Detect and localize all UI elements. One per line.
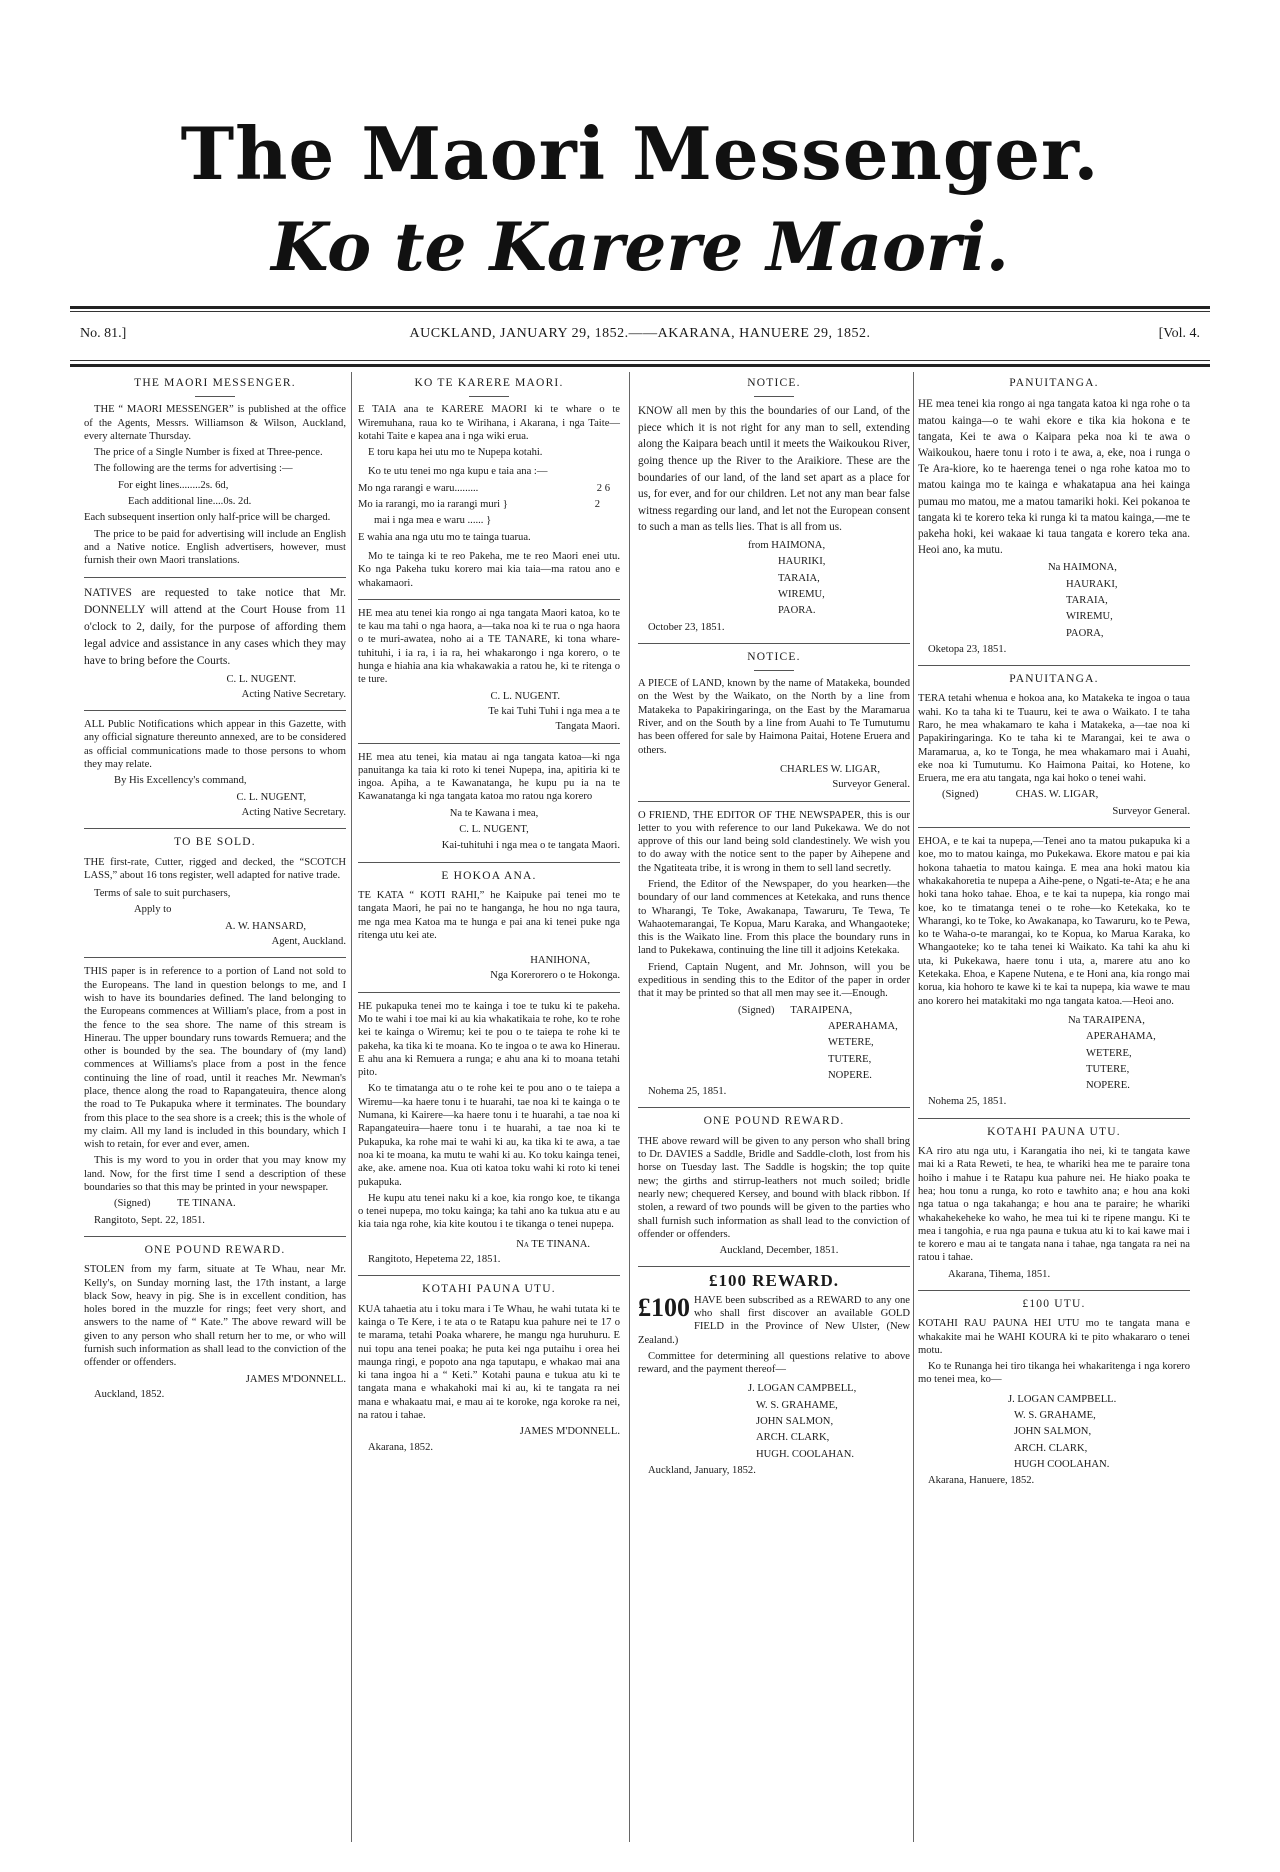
column-divider-3	[913, 372, 914, 1842]
committee-member: J. LOGAN CAMPBELL,	[748, 1383, 857, 1395]
notice-date: Nohema 25, 1851.	[648, 1086, 727, 1098]
heading-kotahi-pauna-utu: KOTAHI PAUNA UTU.	[987, 1125, 1121, 1138]
masthead-subtitle: Ko te Karere Maori.	[271, 208, 1009, 286]
signatory: TARAIA,	[778, 572, 820, 584]
rate-label: Mo nga rarangi e waru.........	[358, 482, 479, 494]
notice-signed	[84, 1197, 346, 1210]
signatory: PAORA.	[778, 605, 816, 617]
divider	[638, 1107, 910, 1108]
committee-member: ARCH. CLARK,	[756, 1432, 830, 1444]
committee-member: HUGH. COOLAHAN.	[756, 1448, 854, 1460]
issue-date: AUCKLAND, JANUARY 29, 1852.——AKARANA, HANUERE 29, 1852.	[409, 326, 871, 341]
notice-signature-title: Kai-tuhituhi i nga mea o te tangata Maori.	[441, 840, 620, 852]
masthead-rule-top	[70, 306, 1210, 309]
notice-date: Akarana, Tihema, 1851.	[948, 1268, 1051, 1280]
na-label: Na	[1068, 1014, 1081, 1026]
notice-signed	[638, 1004, 910, 1017]
notice-signature-title: Te kai Tuhi Tuhi i nga mea a te	[488, 705, 620, 717]
notice-date: October 23, 1851.	[648, 621, 725, 633]
signatory: HAURIKI,	[778, 556, 826, 568]
dateline-rule-thick	[70, 364, 1210, 367]
divider	[358, 599, 620, 600]
sale-terms: Terms of sale to suit purchasers,	[94, 888, 231, 900]
heading-kotahi-pauna-utu: KOTAHI PAUNA UTU.	[422, 1283, 556, 1296]
signatory: NOPERE.	[1086, 1080, 1130, 1092]
public-notifications-notice-maori: HE mea atu tenei, kia matau ai nga tangata katoa—ki nga panuitanga ka taia ki roto ki tenei Nupepa, ina, apitiria ki te ingoa. Apiha, a te Kawanatanga, he kupu pu ia na te Kawanatanga ki nga tangata katoa mo ratou nga korero	[358, 751, 620, 803]
cutter-sale-notice-maori: TE KATA “ KOTI RAHI,” he Kaipuke pai tenei mo te tangata Maori, he pai no te hanganga, he hou no nga taura, me nga mea Katoa ma te hunga e pai ana ki tenei puke nga ritenga utu kei ate.	[358, 889, 620, 941]
committee-member: J. LOGAN CAMPBELL.	[1008, 1393, 1117, 1405]
notice-na	[918, 561, 1190, 574]
rate-line-2: Each additional line....0s. 2d.	[128, 496, 252, 508]
translation-notice-maori: Mo te tainga ki te reo Pakeha, me te reo Maori enei utu. Ko nga Pakeha tuku korero mai kia taia—ma ratou ano e whakamaori.	[358, 550, 620, 589]
divider	[358, 992, 620, 993]
committee-notice: Committee for determining all questions relative to above reward, and the payment thereof—	[638, 1350, 910, 1376]
heading-notice: NOTICE.	[747, 377, 801, 389]
saddle-reward-notice: THE above reward will be given to any person who shall bring to Dr. DAVIES a Saddle, Bridle and Saddle-cloth, lost from his horse on Tuesday last. The Saddle is hogskin; the top quite new; the girths and stirrup-leathers not much soiled; bridle nearly new; chequered Kersey, and bound with black ribbon. If stolen, a reward of two pounds will be given to the parties who shall furnish such information as shall lead to the conviction of offender or offenders.	[638, 1135, 910, 1240]
heading-to-be-sold: TO BE SOLD.	[174, 836, 256, 849]
divider	[918, 665, 1190, 666]
rate-line-1: For eight lines........2s. 6d,	[118, 479, 229, 491]
divider	[84, 828, 346, 829]
notice-signature: TE TINANA.	[176, 1198, 236, 1210]
heading-ko-te-karere-maori: KO TE KARERE MAORI.	[414, 377, 564, 389]
heading-100-reward: £100 REWARD.	[708, 1271, 840, 1291]
signatory: HAIMONA,	[1063, 562, 1117, 574]
stolen-sow-notice-maori: KUA tahaetia atu i toku mara i Te Whau, he wahi tutata ki te kainga o Te Kere, i te ata o te Ratapu kua pahure nei te 17 o te marama, tetahi Poaka wharere, he mangu nga huruhuru. E nui topu ana tenei poaka; he puta kei nga putaihu i orea hei maunga ringi, e popoto ana nga taputapu, e whakao mai ana ki tana ingoa hi a “ Keti.” Kotahi pauna e tukua atu ki te tangata mana e whakahoki mai ki au, ki te tangata ra nei mana e whakaatu mai, e mau ai te koroke, nga koroke ra nei, na ratou i tahae.	[358, 1303, 620, 1421]
notice-signature: C. L. NUGENT.	[226, 673, 296, 685]
divider	[84, 710, 346, 711]
price-notice: The price of a Single Number is fixed at Three-pence.	[94, 447, 323, 459]
issue-number: No. 81.]	[80, 326, 127, 341]
notice-date: Nohema 25, 1851.	[928, 1096, 1007, 1108]
half-price-notice: Each subsequent insertion only half-price will be charged.	[84, 512, 331, 524]
column-divider-2	[629, 372, 630, 1842]
notice-date: Rangitoto, Sept. 22, 1851.	[94, 1214, 205, 1226]
signatory: TUTERE,	[828, 1053, 872, 1065]
divider	[638, 643, 910, 644]
notice-from	[638, 539, 910, 552]
natives-notice-maori: HE mea atu tenei kia rongo ai nga tangata Maori katoa, ko te te kau ma tahi o nga haora, a—taka noa ki te rua o nga haora o te muri-awatea, noho ai a TE TANARE, ki tona whare-tuhituhi, i ia ra, i ia ra, hei whakarongo i nga korero, o te hunga e hiahia ana kia whakawakia a ratou he, ki te ritenga o te ture.	[358, 607, 620, 686]
signed-label: (Signed)	[942, 789, 979, 801]
sale-apply: Apply to	[134, 904, 172, 916]
notice-date: Auckland, December, 1851.	[719, 1245, 839, 1257]
rate-label: Mo ia rarangi, mo ia rarangi muri }	[358, 499, 508, 511]
saddle-reward-notice-maori: KA riro atu nga utu, i Karangatia iho nei, ki te tangata kawe mai ki a Rata Reweti, te hea, te whariki hea me te paraire tona hoiho i mahue i te Ratapu kua pahure nei. He hiako poaka te hea; hou tonu a runga, ko roto e tawhito ana; e hou ana koki nga tatua o nga takahanga; e hou ana te paraire; he whariki whakahekeheke ko waho, he mea tui ki te ripene mangu. Ki te mea i tangohia, e rua nga pauna e tukua atu ki to kai kawe mai i te korero e mau ai te tangata nana i tahae, nga tangata ra nei na ratou i tahae.	[918, 1146, 1190, 1264]
notice-date: Oketopa 23, 1851.	[928, 643, 1007, 655]
signatory: APERAHAMA,	[1086, 1031, 1156, 1043]
signatory: WETERE,	[1086, 1047, 1132, 1059]
land-boundary-notice-maori-3: He kupu atu tenei naku ki a koe, kia rongo koe, te tikanga o tenei nupepa, mo toku kainga; ka tahi ano ka tukua atu e au kia taia nga rohe, kia kite koutou i te tikanga o tenei nupepa.	[358, 1192, 620, 1231]
notice-signature-title: Nga Korerorero o te Hokonga.	[490, 970, 620, 982]
divider	[638, 801, 910, 802]
committee-member: JOHN SALMON,	[756, 1416, 834, 1428]
matakeka-sale-notice: A PIECE of LAND, known by the name of Matakeka, bounded on the West by the Waikato, on the North by a line from Matakeka to Papakiringaringa, on the East by the Maramarua River, and on the South by a line from Auahi to Te Tumutumu has been offered for sale by Haimona Paitai, Hotene Eruera and others.	[638, 678, 910, 756]
notice-signature-title-2: Tangata Maori.	[555, 721, 620, 733]
notice-signature-title: Acting Native Secretary.	[241, 806, 346, 818]
gold-field-reward-notice	[638, 1294, 910, 1347]
column-divider-1	[351, 372, 352, 1842]
gold-field-reward-text: HAVE been subscribed as a REWARD to any one who shall first discover an available GOLD FIELD in the Province of New Ulster, (New Zealand.)	[638, 1294, 910, 1346]
natives-notice: NATIVES are requested to take notice that Mr. DONNELLY will attend at the Court House from 11 o'clock to 2, daily, for the purpose of affording them legal advice and assistance in any cases which they may have to bring before the Courts.	[84, 586, 346, 667]
publication-notice-maori: E TAIA ana te KARERE MAORI ki te whare o te Wiremuhana, raua ko te Wirihana, i Akarana, i nga Taite—kotahi Taite e kapea ana i nga wiki erua.	[358, 404, 620, 442]
committee-notice-maori: Ko te Runanga hei tiro tikanga hei whakaritenga i nga korero mo tenei mea, ko—	[918, 1361, 1190, 1386]
stolen-sow-notice: STOLEN from my farm, situate at Te Whau, near Mr. Kelly's, on Sunday morning last, the 17th instant, a large black Sow, heavy in pig. She is in excellent condition, has holes bored in the muzzle for rings; feet very short, and answers to the name of “ Kate.” The above reward will be given to any person who shall return her to me, or who will furnish such information as shall lead to the conviction of the offender or offenders.	[84, 1264, 346, 1369]
notice-date: Akarana, 1852.	[368, 1441, 434, 1453]
divider	[918, 827, 1190, 828]
notice-signature: Na TE TINANA.	[516, 1238, 590, 1250]
heading-e-hokoa-ana: E HOKOA ANA.	[441, 869, 537, 882]
notice-date: Auckland, 1852.	[94, 1388, 165, 1400]
divider	[358, 1275, 620, 1276]
signatory: WIREMU,	[1066, 611, 1113, 623]
signatory: TARAIA,	[1066, 594, 1108, 606]
notice-date: Auckland, January, 1852.	[648, 1464, 756, 1476]
notice-signature-title: Agent, Auckland.	[271, 936, 346, 948]
kaipara-boundary-notice-maori: HE mea tenei kia rongo ai nga tangata katoa ki nga rohe o ta matou kainga—o te wahi ekore e tika kia hokona e te tangata, Kei te awa o Kaipara peka noa ki te awa o Waikoukou, haere tonu i roto i te awa, a, eke, noa i runga o Te Ara-kiore, ko te haerenga tenei o nga rohe katoa mo to matou kainga mo te kainga e whakatapua ana hei kainga pumau mo matou, me a matou tamariki hoki. Kei pokanoa te tangata ki te korero teka ki runga ki ta matou kainga,—me te pakeha hoki, kei wakaae ki taua tangata e korero teka ana. Heoi ano, ka mutu.	[918, 398, 1190, 557]
heading-maori-messenger: THE MAORI MESSENGER.	[134, 377, 296, 389]
land-boundary-notice-maori: HE pukapuka tenei mo te kainga i toe te tuku ki te pakeha. Mo te wahi i toe mai ki au kia whakatikaia te rohe, ko te rohe kei te kainga o Wiremu; kei te pou o te taiepa te rohe ki te pakeha, ka tika ki te moana. Ko te ingoa o te awa ko Hinerau. E ahu ana ki Remuera a runga; e ahu ana ki to moana tetahi pito.	[358, 1000, 620, 1079]
divider	[754, 396, 794, 397]
matakeka-sale-notice-maori: TERA tetahi whenua e hokoa ana, ko Matakeka te ingoa o taua wahi. Ko ta taha ki te Tuauru, kei te awa o Waikato. I te taha Raro, he mea whakamaro te kaha i Matakeka, a—tae noa ki Papakiringaringa. Ko te taha ki te Marangai, kei te awa o Maramarua, a, ko te Tonga, he mea whakamaro mai i Auahi, eke noa ki Tumutumu. Ko Haimona Paitai, ko Hotene, ko Eruera, me era atu tangata, nga kai hoko o tenei wahi.	[918, 693, 1190, 785]
signatory: TARAIPENA,	[790, 1004, 853, 1016]
gold-field-reward-notice-maori: KOTAHI RAU PAUNA HEI UTU mo te tangata mana e whakakite mai he WAHI KOURA ki te pito whakararo o tenei motu.	[918, 1318, 1190, 1356]
masthead-rule-top-thin	[70, 311, 1210, 312]
public-notifications-notice: ALL Public Notifications which appear in this Gazette, with any official signature thereunto annexed, are to be considered as official communications made to those persons to whom they may relate.	[84, 719, 346, 771]
rate-value: 2 6	[596, 482, 610, 494]
from-label: from	[748, 540, 769, 552]
divider	[754, 670, 794, 671]
committee-member: W. S. GRAHAME,	[756, 1399, 838, 1411]
signatory: WETERE,	[828, 1037, 874, 1049]
heading-panuitanga: PANUITANGA.	[1009, 377, 1099, 389]
divider	[84, 957, 346, 958]
divider	[918, 1118, 1190, 1119]
signatory: PAORA,	[1066, 627, 1104, 639]
rate-line-1	[358, 482, 620, 495]
signed-label: (Signed)	[738, 1004, 775, 1016]
volume-number: [Vol. 4.	[1158, 326, 1200, 341]
divider	[469, 396, 509, 397]
notice-signature-title: Surveyor General.	[1112, 805, 1190, 817]
dateline-rule-thin	[70, 360, 1210, 361]
masthead-title: The Maori Messenger.	[180, 111, 1100, 196]
heading-one-pound-reward: ONE POUND REWARD.	[703, 1115, 845, 1128]
divider	[638, 1266, 910, 1267]
signatory: HAURAKI,	[1066, 578, 1118, 590]
signatory: APERAHAMA,	[828, 1020, 898, 1032]
land-boundary-notice: THIS paper is in reference to a portion of Land not sold to the Europeans. The land in question belongs to me, and I wish to have its boundaries defined. The land belonging to the Europeans commences at William's place, from a post in the fence to the sea shore. The name of this stream is Hinerau. The upper boundary runs towards Remuera; and the other is bounded by the sea. The boundary of (my land) commences at Williams's place from a post in the fence continuing the line of road, until it reaches Mr. Newman's place, thence along the road to Rapangateuira, thence along the road to Te Pukapuka where it terminates. The boundary from this place to the sea shore is a creek; this is the whole of my claim. All my land is included in this boundary, which I wish to retain, for ever and ever, amen.	[84, 966, 346, 1151]
signatory: WIREMU,	[778, 588, 825, 600]
notice-date: Akarana, Hanuere, 1852.	[928, 1475, 1035, 1487]
land-boundary-notice-2: This is my word to you in order that you may know my land. Now, for the first time I send a description of these boundaries so that this may be printed in your newspaper.	[84, 1155, 346, 1194]
divider	[84, 577, 346, 578]
rate-line-2b: mai i nga mea e waru ...... }	[374, 515, 492, 527]
notice-command: Na te Kawana i mea,	[449, 807, 539, 819]
pound-amount: £100	[638, 1292, 690, 1322]
pukekawa-letter: O FRIEND, THE EDITOR OF THE NEWSPAPER, this is our letter to you with reference to our land Pukekawa. We do not approve of this our land being sold clandestinely. We wish you to do away with the notice sent to the paper by Aihepene and the Ngatiteata tribe, it is wrong in them to sell land secretly.	[638, 809, 910, 874]
notice-signature: A. W. HANSARD,	[225, 920, 306, 932]
kaipara-boundary-notice: KNOW all men by this the boundaries of our Land, of the piece which it is not right for any man to sell, extending along the Kaipara beach until it meets the Waikoukou River, going thence up the River to the Araikiore. These are the boundaries of our land, of the land set apart as a place for us, for ever, and for our children. Let not any man bear false witness regarding our land, and let not the European consent to such a man as tells lies. That is all from us.	[638, 405, 910, 534]
notice-signature: CHARLES W. LIGAR,	[779, 763, 880, 775]
notice-signature: HANIHONA,	[530, 955, 590, 967]
notice-signature-title: Surveyor General.	[832, 779, 910, 791]
heading-one-pound-reward: ONE POUND REWARD.	[144, 1243, 286, 1256]
divider	[358, 743, 620, 744]
divider	[918, 1290, 1190, 1291]
notice-signature: JAMES M'DONNELL.	[519, 1426, 620, 1438]
committee-member: ARCH. CLARK,	[1014, 1442, 1088, 1454]
column-4	[918, 374, 1190, 1490]
rate-line-2	[358, 498, 620, 511]
half-price-notice-maori: E wahia ana nga utu mo te tainga tuarua.	[358, 531, 531, 543]
rate-value: 2	[594, 499, 600, 511]
pukekawa-letter-maori: EHOA, e te kai ta nupepa,—Tenei ano ta matou pukapuka ki a koe, mo to matou kainga, mo Pukekawa. Ekore matou e pai kia hokona tahaetia to matou kainga. E mea ana hoki matou kia whakakahoretia te nupepa a Aihe-pene, o Ngati-te-Ata; e he ana hoki tana hoko tahae. Ehoa, e te kai ta nupepa, kia rongo mai koe, ko te timatanga tenei o te rohe—ko Ketekaka, ko te Wharangi, ko te Toke, ko Awakanapa, ko Tawaruru, ko te Pewa, ko te Waha-o-te marangai, ko te Kopua, ko Marua Karaka, ko Whangaoteke; ko te taha tenei ki Waikato. Ka tahi ka ahu ki uta, ki Pukekawa, haere tonu i uta, a, marere atu ano ko Ketekaka. Ehoa, e Kapene Nutena, e te Honi ana, kia rongo mai korua, kia hohoro te kawe ki te kai ta nupepa, kia wawe te mau ano korero hei matakitaki mo nga tangata katoa.—Heoi ano.	[918, 836, 1190, 1007]
pukekawa-letter-2: Friend, the Editor of the Newspaper, do you hearken—the boundary of our land commences at Ketekaka, and runs thence to Wharangi, Te Toke, Awakanapa, Tawaruru, Te Tewa, Te Wahaotemarangai, Te Kopua, Maru Karaka, and Whangaoteke; this is the Waikato line. From this place the boundary runs in land to Pukekawa, continuing the line till it adjoins Ketekaka.	[638, 878, 910, 957]
na-label: Na	[1048, 562, 1061, 574]
signatory: NOPERE.	[828, 1069, 872, 1081]
signatory: TUTERE,	[1086, 1063, 1130, 1075]
notice-signature-title: Acting Native Secretary.	[241, 688, 346, 700]
notice-signature: JAMES M'DONNELL.	[245, 1373, 346, 1385]
publication-notice: THE “ MAORI MESSENGER” is published at the office of the Agents, Messrs. Williamson & Wilson, Auckland, every alternate Thursday.	[84, 404, 346, 442]
notice-signature: C. L. NUGENT,	[236, 791, 306, 803]
notice-signed	[918, 788, 1190, 801]
divider	[358, 862, 620, 863]
notice-signature: C. L. NUGENT.	[490, 690, 560, 702]
column-2	[358, 374, 620, 1456]
column-1	[84, 374, 346, 1403]
terms-notice: The following are the terms for advertising :—	[94, 463, 293, 475]
signatory: TARAIPENA,	[1083, 1014, 1145, 1026]
committee-member: HUGH COOLAHAN.	[1014, 1458, 1110, 1470]
divider	[195, 396, 235, 397]
terms-notice-maori: Ko te utu tenei mo nga kupu e taia ana :—	[368, 466, 548, 478]
translation-notice: The price to be paid for advertising will include an English and a Native notice. English advertisers, however, must furnish their own Maori translations.	[84, 528, 346, 567]
notice-signature: CHAS. W. LIGAR,	[1015, 789, 1099, 801]
heading-notice: NOTICE.	[747, 650, 801, 663]
price-notice-maori: E toru kapa hei utu mo te Nupepa kotahi.	[368, 447, 543, 459]
notice-na	[918, 1014, 1190, 1027]
notice-date: Rangitoto, Hepetema 22, 1851.	[368, 1254, 501, 1266]
signed-label: (Signed)	[114, 1198, 151, 1210]
committee-member: JOHN SALMON,	[1014, 1426, 1092, 1438]
dateline	[80, 323, 1200, 345]
land-boundary-notice-maori-2: Ko te timatanga atu o te rohe kei te pou ano o te taiepa a Wiremu—ka haere tonu i te huarahi, tae noa ki te kainga o te Numana, ki Kairere—ka haere tonu i te huarahi, a tae noa ki Rapangateuira—haere tonu i te huarahi, a tae noa ki te Pukapuka, ka rohe mai te wahi ki au, ka tika ki te awa, a tae noa ki te moana, ka mutu te wahi ki au. Ko toku kainga tenei, ake, ake. amene noa. Kua oti katoa toku wahi ki roto ki tenei pukapuka.	[358, 1083, 620, 1188]
column-3	[638, 374, 910, 1479]
notice-signature: C. L. NUGENT,	[459, 824, 529, 836]
notice-command: By His Excellency's command,	[114, 775, 247, 787]
signatory: HAIMONA,	[771, 540, 826, 552]
pukekawa-letter-3: Friend, Captain Nugent, and Mr. Johnson, will you be expeditious in sending this to the Editor of the paper in order that it may be printed so that all men may see it.—Enough.	[638, 961, 910, 1000]
divider	[84, 1236, 346, 1237]
heading-panuitanga: PANUITANGA.	[1009, 673, 1099, 686]
committee-member: W. S. GRAHAME,	[1014, 1410, 1096, 1422]
cutter-sale-notice: THE first-rate, Cutter, rigged and decked, the “SCOTCH LASS,” about 16 tons register, well adapted for native trade.	[84, 856, 346, 881]
heading-100-utu: £100 UTU.	[1022, 1297, 1086, 1310]
